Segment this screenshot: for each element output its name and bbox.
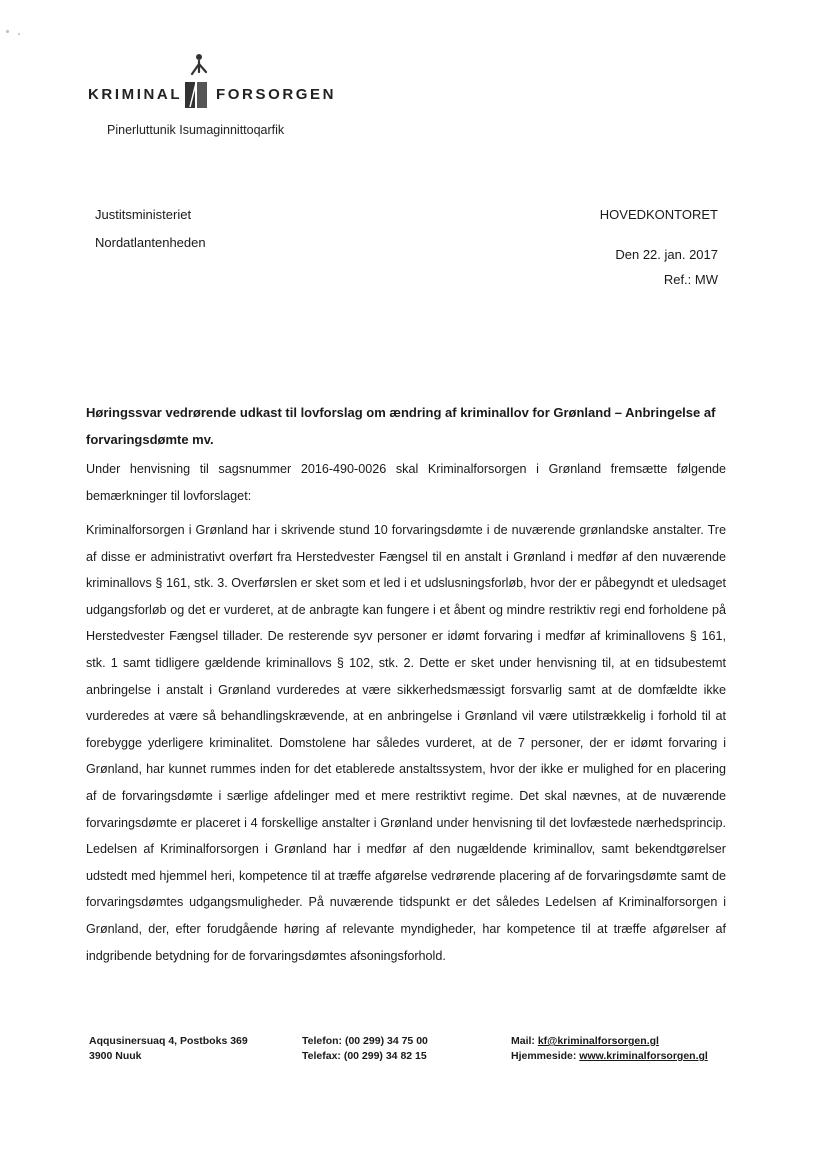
footer-address-line2: 3900 Nuuk — [89, 1050, 142, 1062]
footer-mail-label: Mail: — [511, 1035, 538, 1047]
paragraph-main: Kriminalforsorgen i Grønland har i skrivende stund 10 forvaringsdømte i de nuværende grønlandske anstalter. Tre af disse er administrativt overført fra Herstedvester Fængsel til en anstalt i Grønland i medfør af den nuværende kriminallovs § 161, stk. 3. Overførslen er sket som et led i et udslusningsforløb, hvor der er påbegyndt et uledsaget udgangsforløb og det er vurderet, at de anbragte kan fungere i et åbent og mindre restriktiv regi end forholdene på Herstedvester Fængsel tillader. De resterende syv personer er idømt forvaring i medfør af kriminallovens § 161, stk. 1 samt tidligere gældende kriminallovs § 102, stk. 2. Dette er sket under henvisning til, at en tidsubestemt anbringelse i anstalt i Grønland vurderedes at være sikkerhedsmæssigt forsvarlig samt at de domfældte ikke vurderedes at være så behandlingskrævende, at en anbringelse i Grønland vil være utilstrækkelig i forhold til at forebygge yderligere kriminalitet. Domstolene har således vurderet, at de 7 personer, der er idømt forvaring i Grønland, har kunnet rummes inden for det etablerede anstaltssystem, hvor der ikke er mulighed for en placering af de forvaringsdømte i særlige afdelinger med et mere restriktivt regime. Det skal nævnes, at de nuværende forvaringsdømte er placeret i 4 forskellige anstalter i Grønland under henvisning til det lovfæstede nærhedsprincip. Ledelsen af Kriminalforsorgen i Grønland har i medfør af den nugældende kriminallov, samt bekendtgørelser udstedt med hjemmel heri, kompetence til at træffe afgørelse vedrørende placering af de forvaringsdømte samt de forvaringsdømtes udgangsmuligheder. På nuværende tidspunkt er det således Ledelsen af Kriminalforsorgen i Grønland, der, efter forudgående høring af relevante myndigheder, har kompetence til at træffe afgørelser af indgribende betydning for de forvaringsdømtes afsoningsforhold. — [86, 523, 726, 963]
footer-mail-link[interactable]: kf@kriminalforsorgen.gl — [537, 1035, 659, 1047]
recipient-unit: Nordatlantenheden — [95, 235, 206, 250]
logo-text-right: FORSORGEN — [216, 86, 337, 103]
logo-subtitle: Pinerluttunik Isumaginnittoqarfik — [107, 123, 285, 137]
logo-text-left: KRIMINAL — [88, 86, 183, 103]
footer-fax: Telefax: (00 299) 34 82 15 — [302, 1050, 427, 1062]
kriminalforsorgen-logo-icon — [180, 50, 212, 110]
footer-web-link[interactable]: www.kriminalforsorgen.gl — [579, 1050, 708, 1062]
footer-web-label: Hjemmeside: — [511, 1050, 580, 1062]
footer-contact-block — [511, 1034, 708, 1064]
scan-speck — [18, 33, 20, 35]
recipient-name: Justitsministeriet — [95, 207, 192, 222]
letter-subject: Høringssvar vedrørende udkast til lovforslag om ændring af kriminallov for Grønland – Anbringelse af forvaringsdømte mv. — [86, 405, 716, 447]
paragraph-intro: Under henvisning til sagsnummer 2016-490-0026 skal Kriminalforsorgen i Grønland fremsætte følgende bemærkninger til lovforslaget: — [86, 462, 726, 503]
reference: Ref.: MW — [663, 272, 718, 287]
footer-mail-row — [511, 1034, 708, 1049]
footer-address-line1: Aqqusinersuaq 4, Postboks 369 — [89, 1035, 248, 1047]
footer-phone-block — [302, 1034, 428, 1064]
scan-speck — [6, 30, 9, 33]
footer-address — [89, 1034, 248, 1064]
footer-web-row — [511, 1049, 708, 1064]
footer-phone: Telefon: (00 299) 34 75 00 — [302, 1035, 428, 1047]
sender-office: HOVEDKONTORET — [599, 207, 718, 222]
letter-date: Den 22. jan. 2017 — [615, 247, 718, 262]
